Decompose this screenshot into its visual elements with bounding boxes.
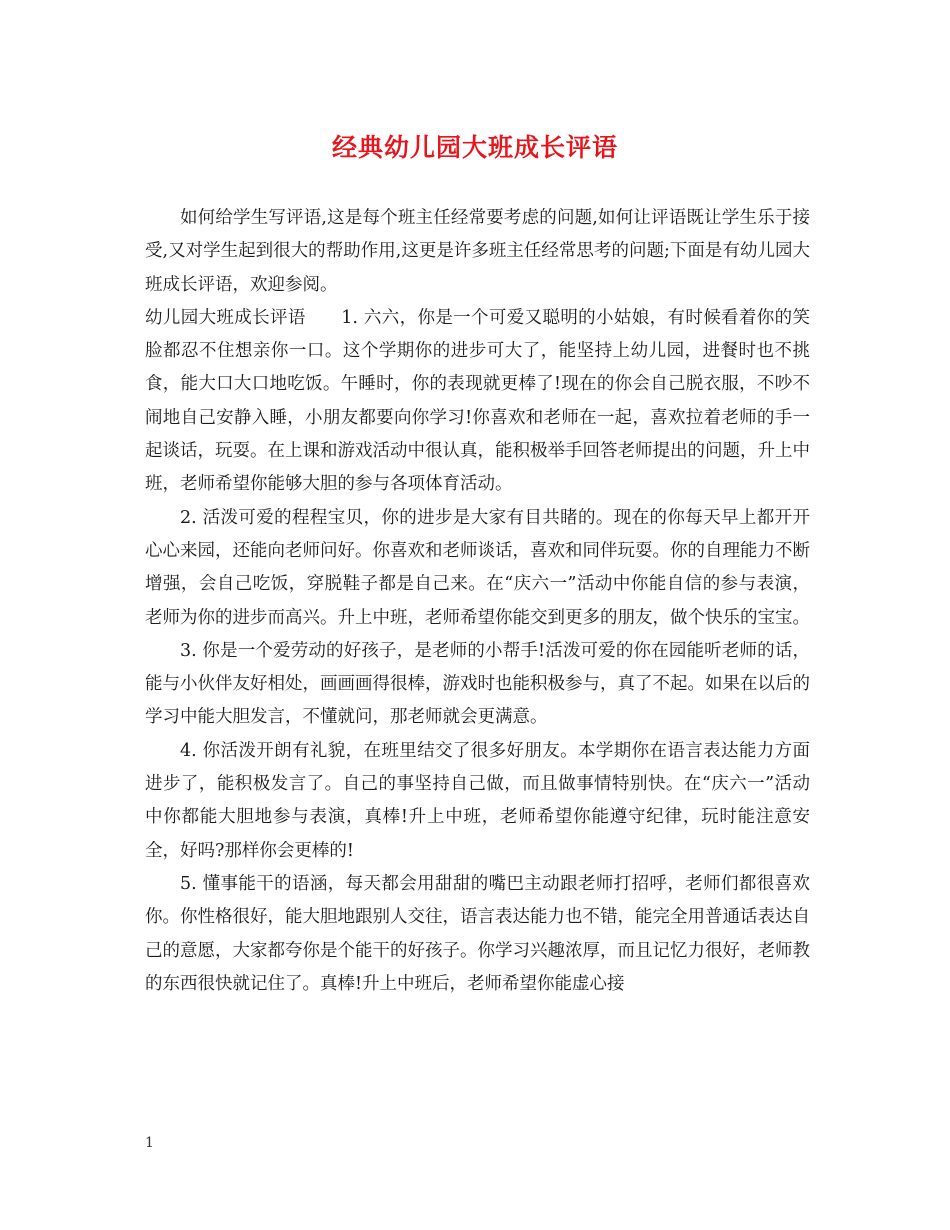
section-paragraph-1 <box>145 302 810 502</box>
comment-item-5: 5. 懂事能干的语涵，每天都会用甜甜的嘴巴主动跟老师打招呼，老师们都很喜欢你。你性格很好，能大胆地跟别人交往，语言表达能力也不错，能完全用普通话表达自己的意愿，大家都夸你是个能干的好孩子。你学习兴趣浓厚，而且记忆力很好，老师教的东西很快就记住了。真棒!升上中班后，老师希望你能虚心接 <box>145 873 810 994</box>
comment-item-3: 3. 你是一个爱劳动的好孩子，是老师的小帮手!活泼可爱的你在园能听老师的话，能与小伙伴友好相处，画画画得很棒，游戏时也能积极参与，真了不起。如果在以后的学习中能大胆发言，不懂就问，那老师就会更满意。 <box>145 640 810 728</box>
document-title: 经典幼儿园大班成长评语 <box>331 133 618 162</box>
intro-paragraph: 如何给学生写评语,这是每个班主任经常要考虑的问题,如何让评语既让学生乐于接受,又对学生起到很大的帮助作用,这更是许多班主任经常思考的问题;下面是有幼儿园大班成长评语，欢迎参阅。 <box>145 208 810 295</box>
page-number: 1 <box>145 1135 154 1151</box>
section-heading: 幼儿园大班成长评语 <box>145 307 306 328</box>
comment-item-2: 2. 活泼可爱的程程宝贝，你的进步是大家有目共睹的。现在的你每天早上都开开心心来园，还能向老师问好。你喜欢和老师谈话，喜欢和同伴玩耍。你的自理能力不断增强，会自己吃饭，穿脱鞋子都是自己来。在“庆六一”活动中你能自信的参与表演，老师为你的进步而高兴。升上中班，老师希望你能交到更多的朋友，做个快乐的宝宝。 <box>145 507 810 628</box>
comment-item-1: 1. 六六，你是一个可爱又聪明的小姑娘，有时候看着你的笑脸都忍不住想亲你一口。这个学期你的进步可大了，能坚持上幼儿园，进餐时也不挑食，能大口大口地吃饭。午睡时，你的表现就更棒了!现在的你会自己脱衣服，不吵不闹地自己安静入睡，小朋友都要向你学习!你喜欢和老师在一起，喜欢拉着老师的手一起谈话，玩耍。在上课和游戏活动中很认真，能积极举手回答老师提出的问题，升上中班，老师希望你能够大胆的参与各项体育活动。 <box>145 307 810 495</box>
comment-item-4: 4. 你活泼开朗有礼貌，在班里结交了很多好朋友。本学期你在语言表达能力方面进步了，能积极发言了。自己的事坚持自己做，而且做事情特别快。在“庆六一”活动中你都能大胆地参与表演，真棒!升上中班，老师希望你能遵守纪律，玩时能注意安全，好吗?那样你会更棒的! <box>145 740 810 861</box>
document-body <box>145 202 810 1001</box>
